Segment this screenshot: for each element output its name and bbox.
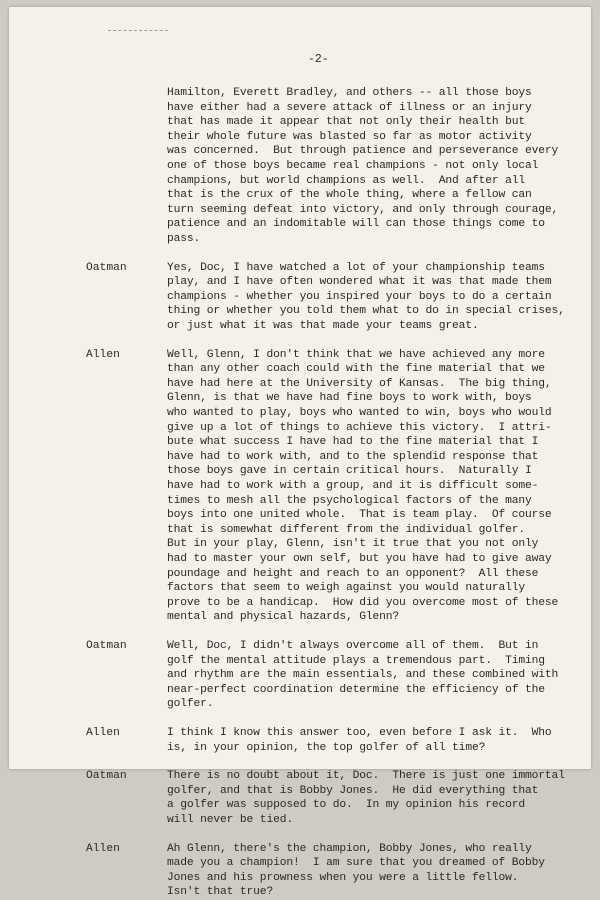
speaker-name: Oatman: [86, 261, 127, 274]
entry-text: Well, Glenn, I don't think that we have achieved any more than any other coach could with the fine material that we have had here at the University of Kansas. The big thing, Glenn, is that we have had fine boys to work with, boys who wanted to play, boys who wanted to win, boys who would give up a lot of things to achieve this victory. I attri- bute what success I have had to the fine material that I have had to work with, and to the splendid response that those boys gave in certain critical hours. Naturally I have had to work with a group, and it is difficult some- times to mesh all the psychological factors of the many boys into one united whole. That is team play. Of course that is somewhat different from the individual golfer. But in your play, Glenn, isn't it true that you not only had to master your own self, but you have had to give away poundage and height and reach to an opponent? All these factors that seem to weigh against you would naturally prove to be a handicap. How did you overcome most of these mental and physical hazards, Glenn?: [167, 348, 559, 624]
speaker-name: Allen: [86, 348, 120, 361]
speaker-name: Oatman: [86, 640, 127, 652]
entry-text: I think I know this answer too, even before I ask it. Who is, in your opinion, the top golfer of all time?: [167, 727, 552, 754]
speaker-name: Oatman: [86, 770, 127, 783]
entry-text: Ah Glenn, there's the champion, Bobby Jones, who really made you a champion! I am sure that you dreamed of Bobby Jones and his prowness when you were a little fellow. Isn't that true?: [167, 842, 545, 899]
speaker-name: Allen: [86, 727, 120, 739]
entry-text: Hamilton, Everett Bradley, and others -- all those boys have either had a severe attack of illness or an injury that has made it appear that not only their health but their whole future was blasted so far as motor activity was concerned. But through patience and perseverance every one of those boys became real champions - not only local champions, but world champions as well. And after all that is the crux of the whole thing, where a fellow can turn seeming defeat into victory, and only through courage, patience and an indomitable will can those things come to pass.: [167, 87, 559, 245]
page-number: -2-: [308, 53, 329, 66]
speaker-name: Allen: [86, 842, 120, 855]
entry-text: Yes, Doc, I have watched a lot of your championship teams play, and I have often wondered what it was that made them champions - whether you inspired your boys to do a certain thing or whether you told them what to do in special crises, or just what it was that made your teams great.: [167, 261, 565, 332]
entry-text: Well, Doc, I didn't always overcome all of them. But in golf the mental attitude plays a tremendous part. Timing and rhythm are the main essentials, and these combined with near-perfect coordination determine the efficiency of the golfer.: [167, 640, 559, 711]
entry-text: There is no doubt about it, Doc. There is just one immortal golfer, and that is Bobby Jones. He did everything that a golfer was supposed to do. In my opinion his record will never be tied.: [167, 770, 565, 826]
pencil-mark: [108, 30, 168, 31]
